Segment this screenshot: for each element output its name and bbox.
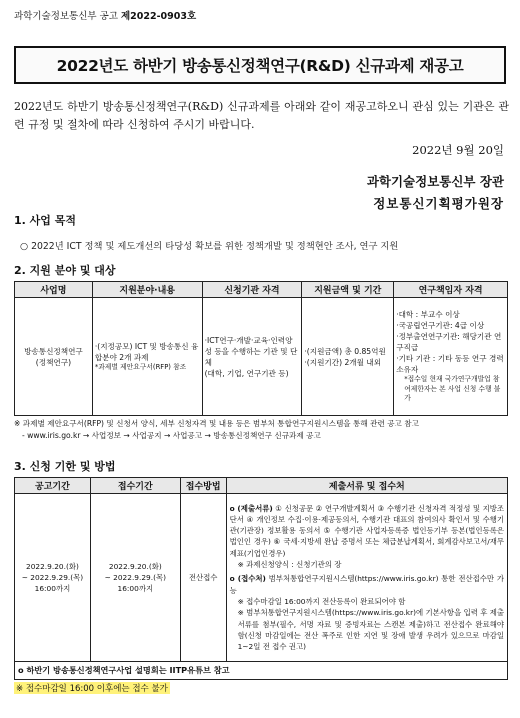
receipt-title: o (접수처)	[229, 574, 266, 584]
docs-title: o (제출서류)	[229, 503, 273, 513]
section-purpose-heading: 1. 사업 목적	[14, 214, 76, 227]
notice-date: 2022년 9월 20일	[412, 143, 504, 157]
field-main: ·(지정공모) ICT 및 방송통신 융합분야 2개 과제	[94, 341, 199, 362]
field-sub: *과제별 제안요구서(RFP) 참조	[94, 362, 187, 371]
support-note-line2: - www.iris.go.kr → 사업정보 → 사업공지 → 사업공고 → 방송통신정책연구 신규과제 공고	[22, 431, 321, 440]
section-support-heading: 2. 지원 분야 및 대상	[14, 264, 116, 277]
header-receipt-period: 접수기간	[90, 478, 180, 494]
pi-other: ·기타 기관 : 기타 동등 연구 경력 소유자	[396, 354, 504, 375]
application-table	[14, 477, 508, 680]
header-docs: 제출서류 및 접수처	[226, 478, 507, 494]
application-table-header	[15, 478, 508, 494]
support-table-header	[15, 282, 508, 298]
pi-gov: ·정부출연연구기관: 해당기관 연구직급	[396, 332, 502, 353]
intro-paragraph: 2022년도 하반기 방송통신정책연구(R&D) 신규과제를 아래와 같이 재공고하오니 관심 있는 기관은 관련 규정 및 절차에 따라 신청하여 주시기 바랍니다.	[14, 100, 509, 131]
header-field: 지원분야·내용	[92, 282, 202, 298]
pi-university: ·대학 : 부교수 이상	[396, 310, 460, 320]
cell-field	[92, 298, 202, 416]
briefing-text: o 하반기 방송통신정책연구사업 설명회는 IITP유튜브 참고	[15, 662, 508, 680]
notice-number	[14, 8, 196, 22]
receipt-note-procedure: ※ 범부처통합연구지원시스템(https://www.iris.go.kr)에 기본사항을 입력 후 제출서류를 첨부(필수, 서명 자료 및 증빙자료는 스캔본 제출)하고 전산접수 완료해야 함(신청 마감일에는 전산 폭주로 인한 지연 및 장애 발생 우려가 있으므로 마감일 1~2일 전 접수 권고)	[237, 608, 504, 652]
header-pi: 연구책임자 자격	[394, 282, 508, 298]
page-title: 2022년도 하반기 방송통신정책연구(R&D) 신규과제 재공고	[14, 46, 506, 84]
header-method: 접수방법	[180, 478, 226, 494]
docs-note: ※ 과제신청양식 : 신청기관의 장	[237, 560, 342, 570]
docs-text: ① 신청공문 ② 연구개발계획서 ③ 수행기관 신청자격 적정성 및 지방조단서 ④ 개인정보 수집·이용·제공동의서, 수행기관 대표의 참여의사 확인서 및 수행기관(기관장) 정보활용 동의서 ⑤ 수행기관 사업자등록증 법인등기부 등본(법인등록은 법인인 경우) ⑥ 국세·지방세 완납 증명서 또는 체급분납계획서, 회계감사보고서/재무제표(기업인경우)	[229, 503, 504, 558]
cell-pi	[394, 298, 508, 416]
cell-docs	[226, 494, 507, 662]
cell-receipt-period: 2022.9.20.(화) ~ 2022.9.29.(목) 16:00까지	[90, 494, 180, 662]
receipt-text: 범부처통합연구지원시스템(https://www.iris.go.kr) 통한 전산접수만 가능	[229, 574, 504, 595]
issuer-minister: 과학기술정보통신부 장관	[366, 174, 504, 189]
cell-notice-period: 2022.9.20.(화) ~ 2022.9.29.(목) 16:00까지	[15, 494, 91, 662]
section-purpose-text: ○ 2022년 ICT 정책 및 제도개선의 타당성 확보를 위한 정책개발 및 정책현안 조사, 연구 지원	[20, 241, 399, 252]
cell-method: 전산접수	[180, 494, 226, 662]
deadline-warning: ※ 접수마감일 16:00 이후에는 접수 불가	[16, 684, 168, 694]
pi-public: ·국공립연구기관: 4급 이상	[396, 321, 485, 331]
header-program: 사업명	[15, 282, 93, 298]
header-notice-period: 공고기간	[15, 478, 91, 494]
header-amount: 지원금액 및 기간	[302, 282, 394, 298]
cell-amount: ·(지원금액) 총 0.85억원 ·(지원기간) 2개월 내외	[302, 298, 394, 416]
cell-applicant: ·ICT연구·개발·교육·인력양성 등을 수행하는 기관 및 단체 (대학, 기업, 연구기관 등)	[202, 298, 302, 416]
notice-org: 과학기술정보통신부 공고	[14, 11, 118, 22]
table-row	[15, 298, 508, 416]
support-table	[14, 281, 508, 416]
support-note-line1: ※ 과제별 제안요구서(RFP) 및 신청서 양식, 세부 신청자격 및 내용 등은 범부처 통합연구지원시스템을 통해 관련 공고 참고	[14, 419, 419, 428]
support-note	[14, 418, 514, 442]
table-row	[15, 494, 508, 662]
briefing-row	[15, 662, 508, 680]
notice-id: 제2022-0903호	[121, 11, 197, 22]
receipt-note-deadline: ※ 접수마감일 16:00까지 전산등록이 완료되어야 함	[237, 596, 406, 606]
pi-note: *접수일 현재 국가연구개발업 참여제한자는 본 사업 신청 수행 불가	[404, 375, 501, 403]
section-application-heading: 3. 신청 기한 및 방법	[14, 460, 116, 473]
header-applicant: 신청기관 자격	[202, 282, 302, 298]
cell-program: 방송통신정책연구 (정책연구)	[15, 298, 93, 416]
issuer-institute: 정보통신기획평가원장	[373, 196, 504, 211]
